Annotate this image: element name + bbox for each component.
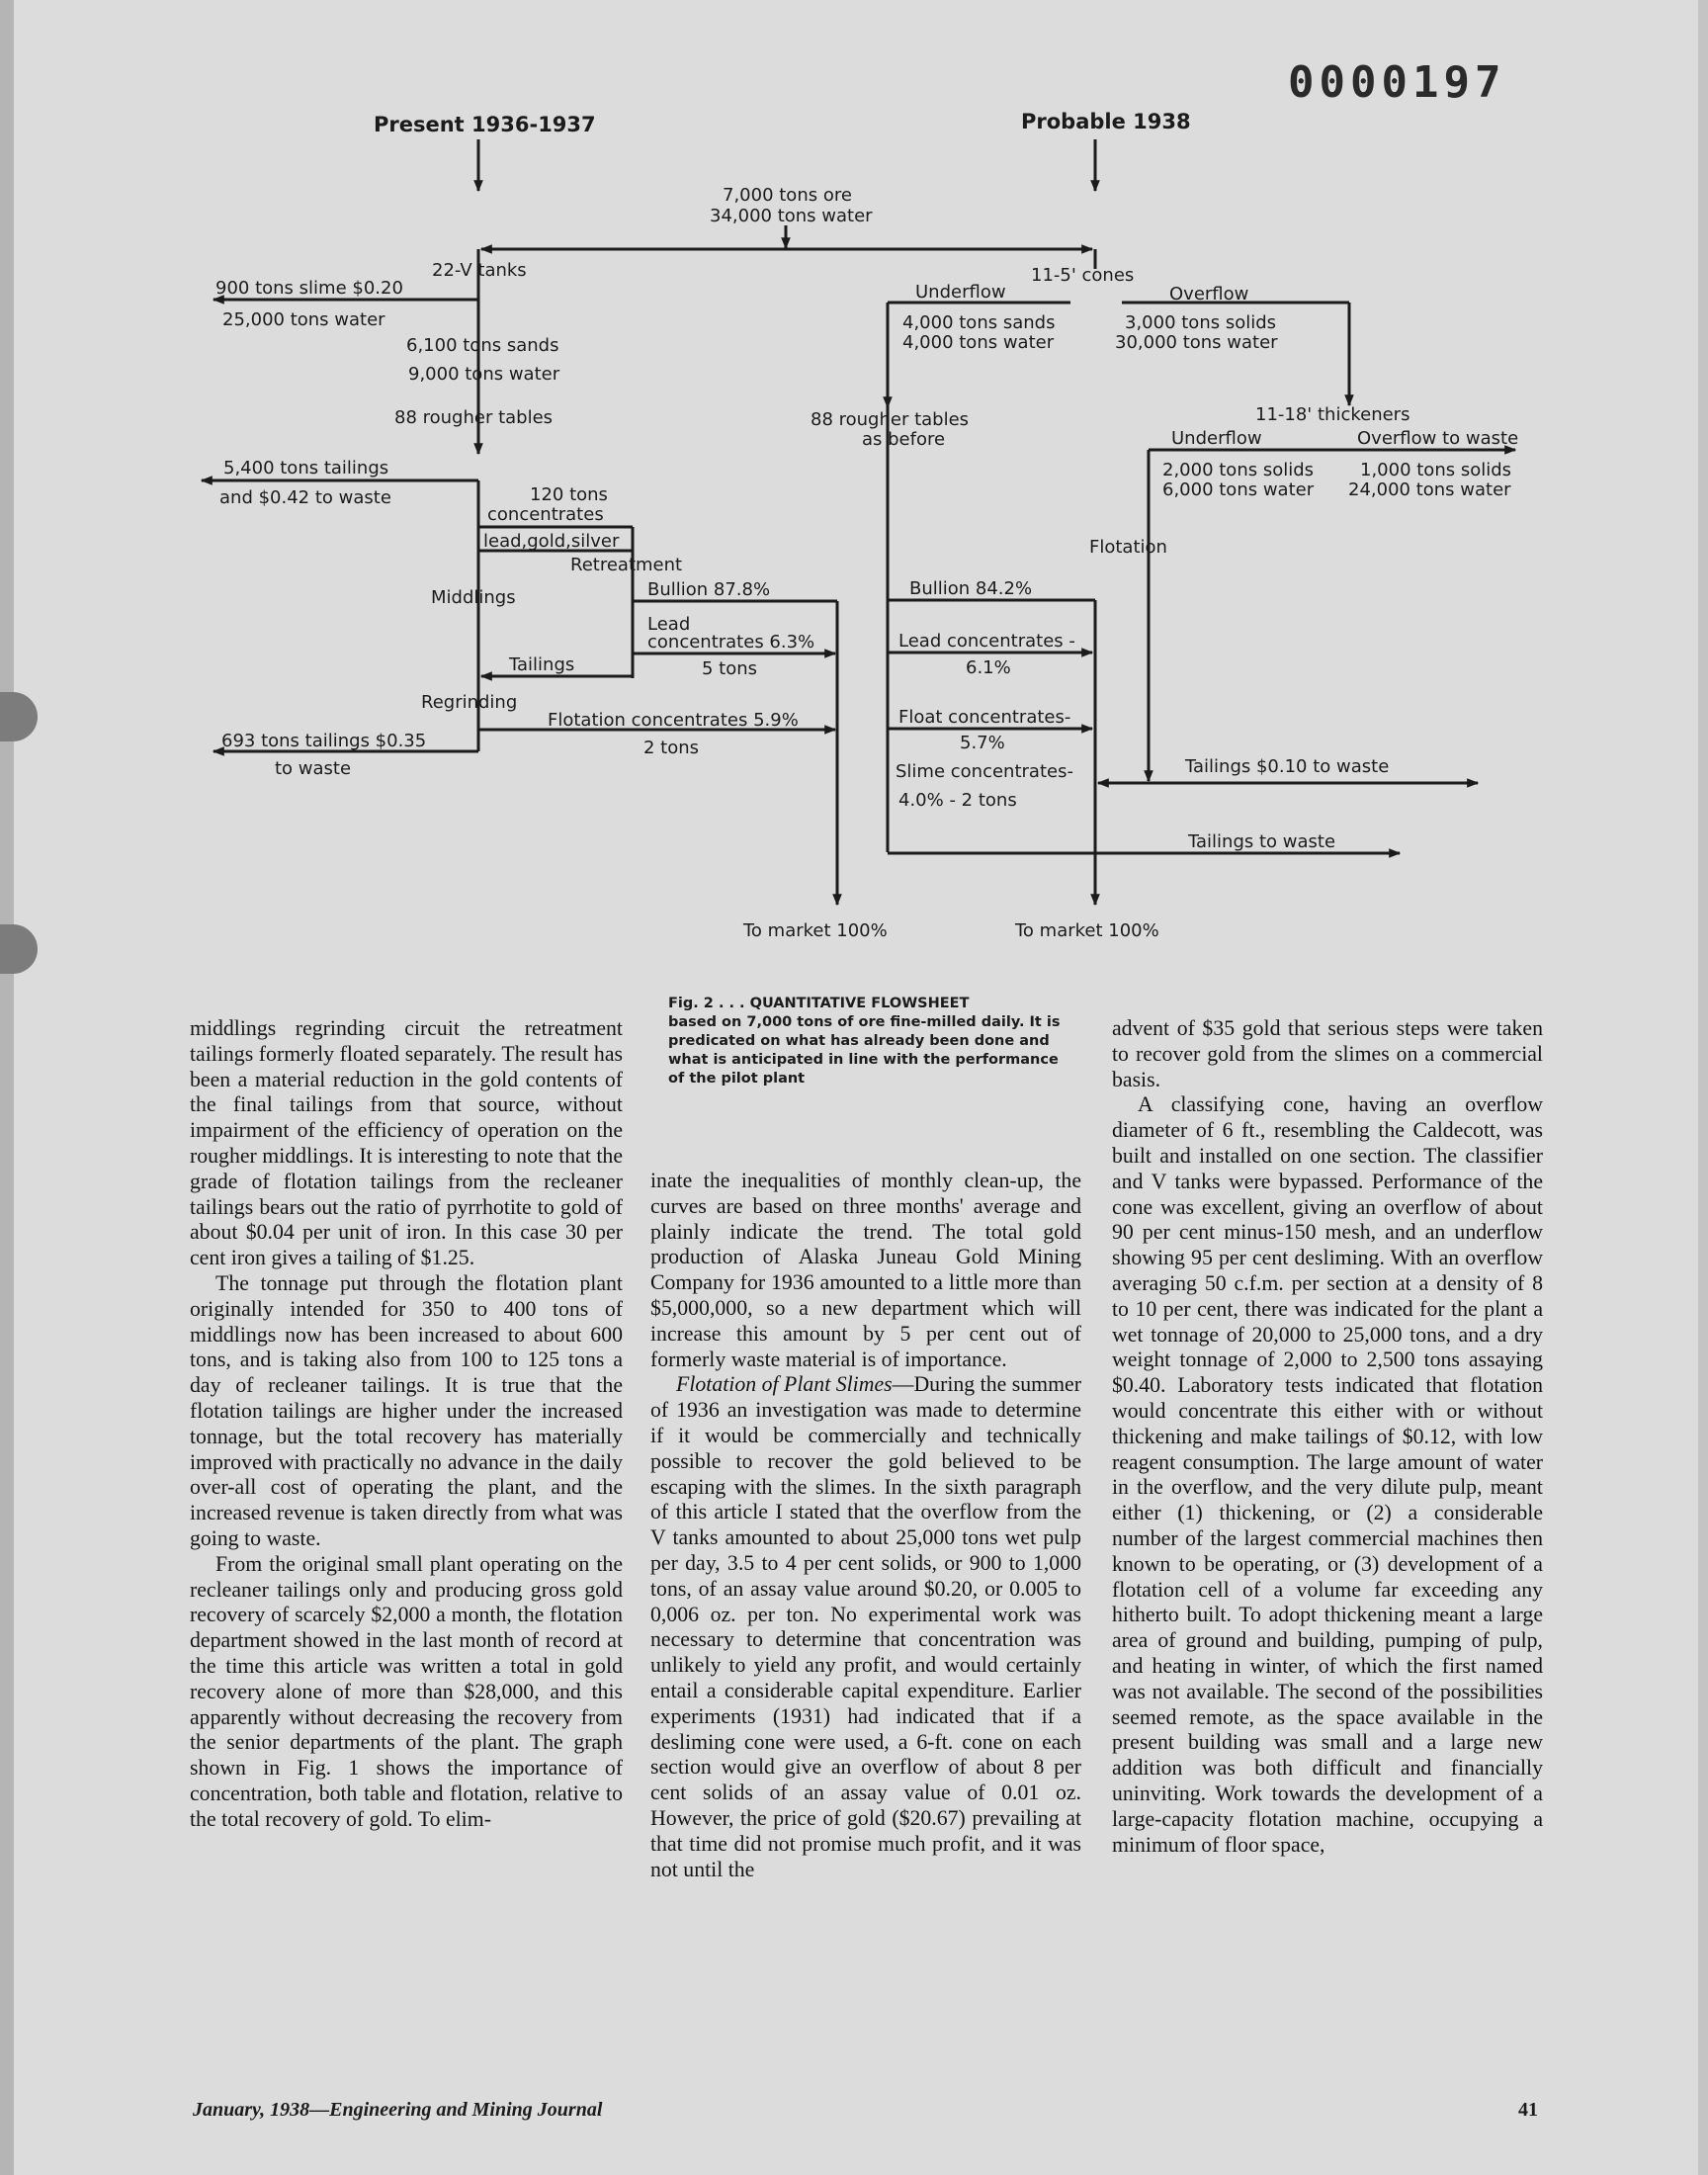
lead-conc-p1: Lead concentrates - [898,631,1075,652]
page-number: 41 [1518,2099,1538,2121]
present-header: Present 1936-1937 [374,113,596,136]
slime-label: 900 tons slime $0.20 [215,278,403,299]
paragraph: The tonnage put through the flotation plant originally intended for 350 to 400 tons of middlings now has been increased to about 600 tons, and is taking also from 100 to 125 tons a day of recleaner tailings. It is true that the flotation tailings are higher under the increased tonnage, but the total recovery has materially improved with practically no advance in the daily over-all cost of operating the plant, and the increased revenue is taken directly from what was going to waste. [190,1270,623,1550]
of-water: 30,000 tons water [1115,332,1278,353]
middlings-label: Middlings [431,587,516,608]
retreatment-label: Retreatment [570,555,683,575]
slime-conc-1: Slime concentrates- [896,761,1073,782]
paragraph [650,1372,1081,1882]
flotation-label: Flotation [1089,537,1167,558]
lead-tons: 5 tons [702,658,758,679]
section-heading: Flotation of Plant Slimes [676,1372,893,1397]
caption-lead: Fig. 2 . . . QUANTITATIVE FLOWSHEET [668,996,970,1011]
uf-sands: 4,000 tons sands [902,312,1056,333]
journal-footer: January, 1938—Engineering and Mining Journal [193,2099,603,2121]
quantitative-flowsheet [0,0,1708,969]
conc-label-2: concentrates [487,504,604,525]
tails-010: Tailings $0.10 to waste [1185,756,1390,777]
float-conc: Flotation concentrates 5.9% [548,710,799,731]
float-conc-p1: Float concentrates- [898,707,1071,728]
market-1: To market 100% [743,920,888,941]
text-column-3 [1112,1016,1543,1858]
rougher-before-2: as before [862,429,946,450]
lead-conc-2: concentrates 6.3% [647,632,815,652]
v-tanks: 22-V tanks [432,260,527,281]
tails-693: 693 tons tailings $0.35 [221,731,427,751]
paragraph: A classifying cone, having an overflow diameter of 6 ft., resembling the Caldecott, was built and installed on one section. The classifier and V tanks were bypassed. Performance of the cone was excellent, giving an overflow of about 90 per cent minus-150 mesh, and an underflow showing 95 per cent desliming. With an overflow averaging 50 c.f.m. per section at a density of 8 to 10 per cent, there was indicated for the plant a wet tonnage of 20,000 to 25,000 tons, and a dry weight tonnage of 2,000 to 2,500 tons assaying $0.40. Laboratory tests indicated that flotation would concentrate this either with or without thickening and make tailings of $0.12, with low reagent consumption. The large amount of water in the overflow, and the very dilute pulp, meant either (1) thickening, or (2) a considerable number of the largest commercial machines then known to be operating, or (3) development of a flotation cell of a volume far exceeding any hitherto built. To adopt thickening meant a large area of ground and building, pumping of pulp, and heating in winter, of which the first named was not available. The second of the possibilities seemed remote, as the space available in the present building was small and a large new addition was both difficult and financially uninviting. Work towards the development of a large-capacity flotation machine, occupying a minimum of floor space, [1112,1092,1543,1857]
slime-water: 25,000 tons water [222,309,385,330]
tailings-waste-2: and $0.42 to waste [219,487,391,508]
rougher-before-1: 88 rougher tables [811,409,970,430]
text-column-1 [190,1016,623,1833]
cones-label: 11-5' cones [1031,265,1135,286]
paragraph: inate the inequalities of monthly clean-up, the curves are based on three months' average and plainly indicate the trend. The total gold production of Alaska Juneau Gold Mining Company for 1936 amounted to a little more than $5,000,000, so a new department which will increase this amount by 5 per cent out of formerly waste material is of importance. [650,1169,1081,1371]
th-uf-water: 6,000 tons water [1162,479,1315,500]
tailings-waste-1: 5,400 tons tailings [223,458,389,478]
figure-caption [668,995,1071,1088]
conc-label-1: 120 tons [530,484,608,505]
paragraph: middlings regrinding circuit the retreatment tailings formerly floated separately. The result has been a material reduction in the gold contents of the final tailings from that source, without impairment of the efficiency of operation on the rougher middlings. It is interesting to note that the grade of flotation tailings from the recleaner tailings bears out the ratio of pyrrhotite to gold of about $0.04 per unit of iron. In this case 30 per cent iron gives a tailing of $1.25. [190,1016,623,1270]
text-column-2 [650,1169,1081,1882]
float-tons: 2 tons [643,738,700,758]
bullion-probable: Bullion 84.2% [909,578,1033,599]
sands-label: 6,100 tons sands [406,335,559,356]
float-conc-p2: 5.7% [960,733,1005,753]
rougher-tables: 88 rougher tables [394,407,554,428]
tails-to-waste: Tailings to waste [1188,831,1336,852]
water-input: 34,000 tons water [710,206,873,226]
bullion-present: Bullion 87.8% [647,579,771,600]
tailings-label: Tailings [509,654,575,675]
of-solids: 3,000 tons solids [1125,312,1277,333]
underflow-label: Underflow [915,282,1006,303]
to-waste: to waste [275,758,352,779]
lead-conc-1: Lead [647,614,691,635]
probable-header: Probable 1938 [1021,110,1191,133]
th-of-solids: 1,000 tons solids [1360,460,1512,480]
regrinding-label: Regrinding [421,692,518,713]
thickeners-label: 11-18' thickeners [1255,404,1410,425]
caption-body: based on 7,000 tons of ore fine-milled daily. It is predicated on what has already been done and what is anticipated in line with the performance of the pilot plant [668,1014,1061,1087]
paragraph: From the original small plant operating on the recleaner tailings only and producing gross gold recovery of scarcely $2,000 a month, the flotation department showed in the last month of record at the time this article was written a total in gold recovery alone of more than $28,000, and this apparently without decreasing the recovery from the senior departments of the plant. The graph shown in Fig. 1 shows the importance of concentration, both table and flotation, relative to the total recovery of gold. To elim- [190,1551,623,1831]
lead-conc-p2: 6.1% [966,657,1011,678]
overflow-label: Overflow [1169,284,1249,304]
th-underflow: Underflow [1171,428,1262,449]
paragraph-body: —During the summer of 1936 an investigation was made to determine if it would be commercially and technically possible to recover the gold believed to be escaping with the slimes. In the sixth paragraph of this article I stated that the overflow from the V tanks amounted to about 25,000 tons wet pulp per day, 3.5 to 4 per cent solids, or 900 to 1,000 tons, of an assay value around $0.20, or 0.005 to 0,006 oz. per ton. No experimental work was necessary to determine that concentration was unlikely to yield any profit, and would certainly entail a considerable capital expenditure. Earlier experiments (1931) had indicated that if a desliming cone were used, a 6-ft. cone on each section would give an overflow of about 8 per cent solids of an assay value of 0.01 oz. However, the price of gold ($20.67) prevailing at that time did not promise much profit, and it was not until the [650,1372,1081,1881]
ore-input: 7,000 tons ore [723,185,852,206]
th-overflow: Overflow to waste [1357,428,1519,449]
th-uf-solids: 2,000 tons solids [1162,460,1315,480]
sands-water: 9,000 tons water [408,364,560,385]
document-number-stamp: 0000197 [1288,57,1506,108]
uf-water: 4,000 tons water [902,332,1055,353]
th-of-water: 24,000 tons water [1348,479,1511,500]
conc-label-3: lead,gold,silver [483,531,620,552]
slime-conc-2: 4.0% - 2 tons [898,790,1017,811]
market-2: To market 100% [1015,920,1159,941]
paragraph: advent of $35 gold that serious steps were taken to recover gold from the slimes on a commercial basis. [1112,1016,1543,1091]
